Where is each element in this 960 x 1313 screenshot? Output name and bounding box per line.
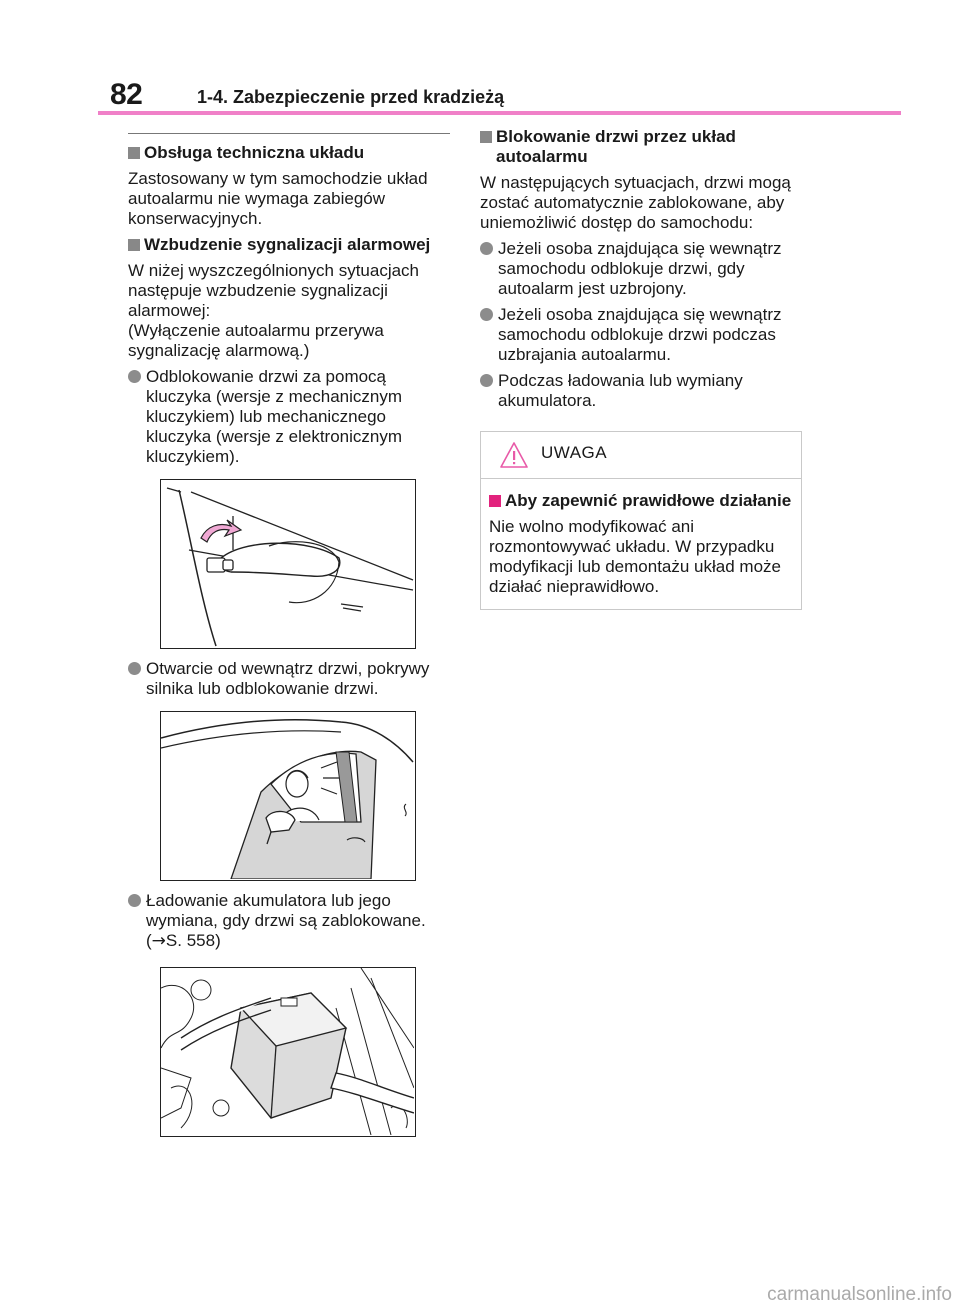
- square-bullet-icon: [128, 147, 140, 159]
- header-rule: [98, 111, 901, 115]
- caution-header: [481, 432, 801, 479]
- lock-heading: Blokowanie drzwi przez układ autoalarmu: [480, 127, 802, 167]
- trigger-heading: Wzbudzenie sygnalizacji alarmowej: [128, 235, 450, 255]
- trigger-text: W niżej wyszczególnionych sytuacjach następuje wzbudzenie sygnalizacji alarmowej:: [128, 261, 420, 320]
- page-number: 82: [110, 78, 143, 111]
- warning-triangle-icon: [499, 441, 529, 469]
- right-column: [480, 127, 802, 610]
- column-rule: [128, 133, 450, 134]
- caution-label: UWAGA: [541, 443, 608, 462]
- maintenance-heading: Obsługa techniczna układu: [128, 143, 450, 163]
- page-reference[interactable]: (→S. 558): [146, 931, 221, 951]
- circle-bullet-icon: [128, 370, 141, 383]
- square-bullet-icon: [128, 239, 140, 251]
- left-column: [128, 133, 450, 1147]
- list-item: Otwarcie od wewnątrz drzwi, pokrywy silnika lub odblokowanie drzwi.: [128, 659, 450, 699]
- list-item: Podczas ładowania lub wymiany akumulatora.: [480, 371, 802, 411]
- person-in-car-illustration: [160, 711, 416, 881]
- caution-body: [481, 491, 801, 597]
- battery-illustration: [160, 967, 416, 1137]
- trigger-note: (Wyłączenie autoalarmu przerywa sygnalizację alarmową.): [128, 321, 384, 360]
- caution-text: Nie wolno modyfikować ani rozmontowywać układu. W przypadku modyfikacji lub demontażu układ może działać nieprawidłowo.: [489, 517, 781, 596]
- list-item: Ładowanie akumulatora lub jego wymiana, gdy drzwi są zablokowane. (→S. 558): [128, 891, 450, 951]
- circle-bullet-icon: [480, 374, 493, 387]
- circle-bullet-icon: [480, 308, 493, 321]
- page-header: [0, 0, 960, 120]
- section-title: 1-4. Zabezpieczenie przed kradzieżą: [197, 87, 505, 107]
- caution-box: [480, 431, 802, 610]
- list-item: Odblokowanie drzwi za pomocą kluczyka (wersje z mechanicznym kluczykiem) lub mechanicznego kluczyka (wersje z elektronicznym kluczykiem).: [128, 367, 450, 467]
- circle-bullet-icon: [128, 894, 141, 907]
- square-bullet-icon: [489, 495, 501, 507]
- watermark[interactable]: carmanualsonline.info: [767, 1284, 952, 1305]
- door-key-illustration: [160, 479, 416, 649]
- arrow-icon: →: [151, 931, 166, 951]
- circle-bullet-icon: [480, 242, 493, 255]
- caution-heading: Aby zapewnić prawidłowe działanie: [489, 491, 795, 511]
- circle-bullet-icon: [128, 662, 141, 675]
- lock-text: W następujących sytuacjach, drzwi mogą zostać automatycznie zablokowane, aby uniemożliwić dostęp do samochodu:: [480, 173, 791, 232]
- list-item: Jeżeli osoba znajdująca się wewnątrz samochodu odblokuje drzwi, gdy autoalarm jest uzbrojony.: [480, 239, 802, 299]
- maintenance-text: Zastosowany w tym samochodzie układ autoalarmu nie wymaga zabiegów konserwacyjnych.: [128, 169, 428, 228]
- list-item: Jeżeli osoba znajdująca się wewnątrz samochodu odblokuje drzwi podczas uzbrajania autoalarmu.: [480, 305, 802, 365]
- square-bullet-icon: [480, 131, 492, 143]
